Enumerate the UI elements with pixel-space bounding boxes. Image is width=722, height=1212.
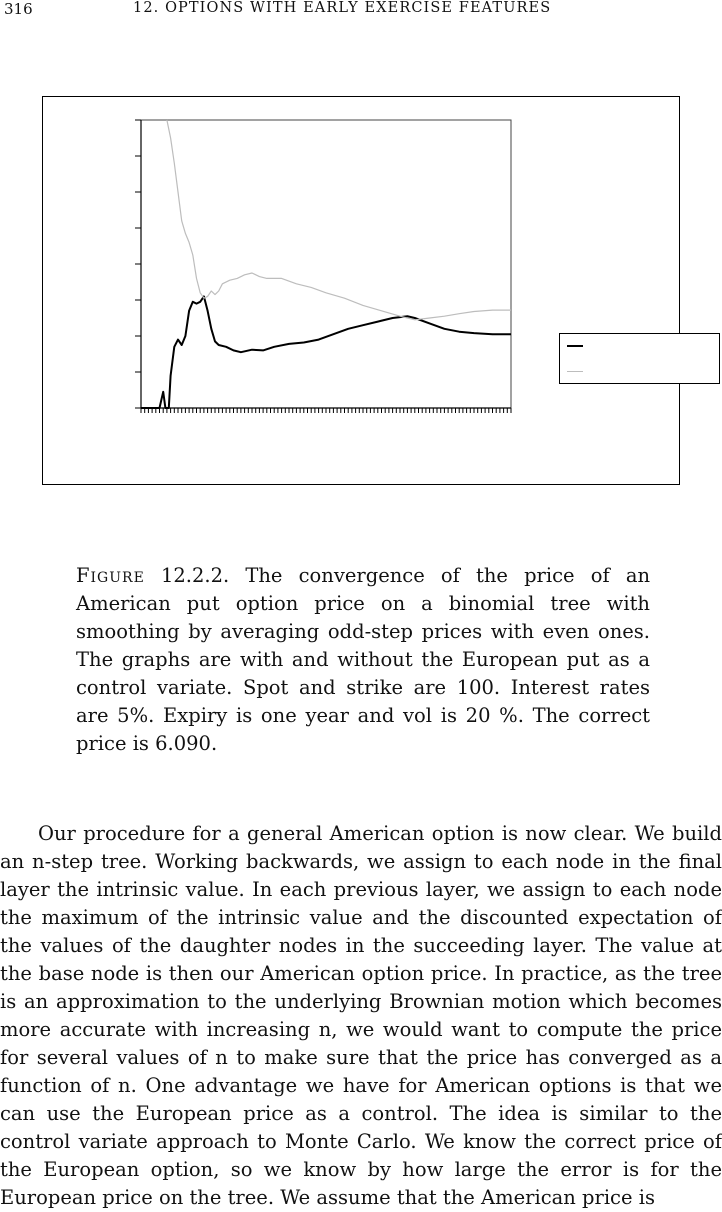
chart-legend [559, 333, 720, 384]
convergence-chart [43, 97, 681, 486]
caption-label: Figure [76, 564, 145, 587]
page-number: 316 [4, 0, 33, 18]
figure-frame [42, 96, 680, 485]
legend-swatch-dark [567, 345, 583, 347]
caption-number: 12.2.2. [160, 564, 230, 587]
figure-caption [76, 562, 650, 758]
running-head: 12. OPTIONS WITH EARLY EXERCISE FEATURES [133, 0, 552, 16]
page-header [0, 0, 722, 20]
plot-area [141, 120, 511, 408]
body-text [0, 820, 722, 1212]
legend-swatch-light [567, 371, 583, 372]
series-line-2 [167, 120, 511, 320]
body-paragraph: Our procedure for a general American option is now clear. We build an n-step tree. Working backwards, we assign to each node in the final layer the intrinsic value. In each previous layer, we assign to each node the maximum of the intrinsic value and the discounted expectation of the values of the daughter nodes in the succeeding layer. The value at the base node is then our American option price. In practice, as the tree is an approximation to the underlying Brownian motion which becomes more accurate with increasing n, we would want to compute the price for several values of n to make sure that the price has converged as a function of n. One advantage we have for American options is that we can use the European price as a control. The idea is similar to the control variate approach to Monte Carlo. We know the correct price of the European option, so we know by how large the error is for the European price on the tree. We assume that the American price is [0, 822, 722, 1209]
caption-text: The convergence of the price of an American put option price on a binomial tree with smoothing by averaging odd-step prices with even ones. The graphs are with and without the European put as a control variate. Spot and strike are 100. Interest rates are 5%. Expiry is one year and vol is 20 %. The correct price is 6.090. [76, 564, 651, 755]
series-line-1 [141, 296, 511, 408]
